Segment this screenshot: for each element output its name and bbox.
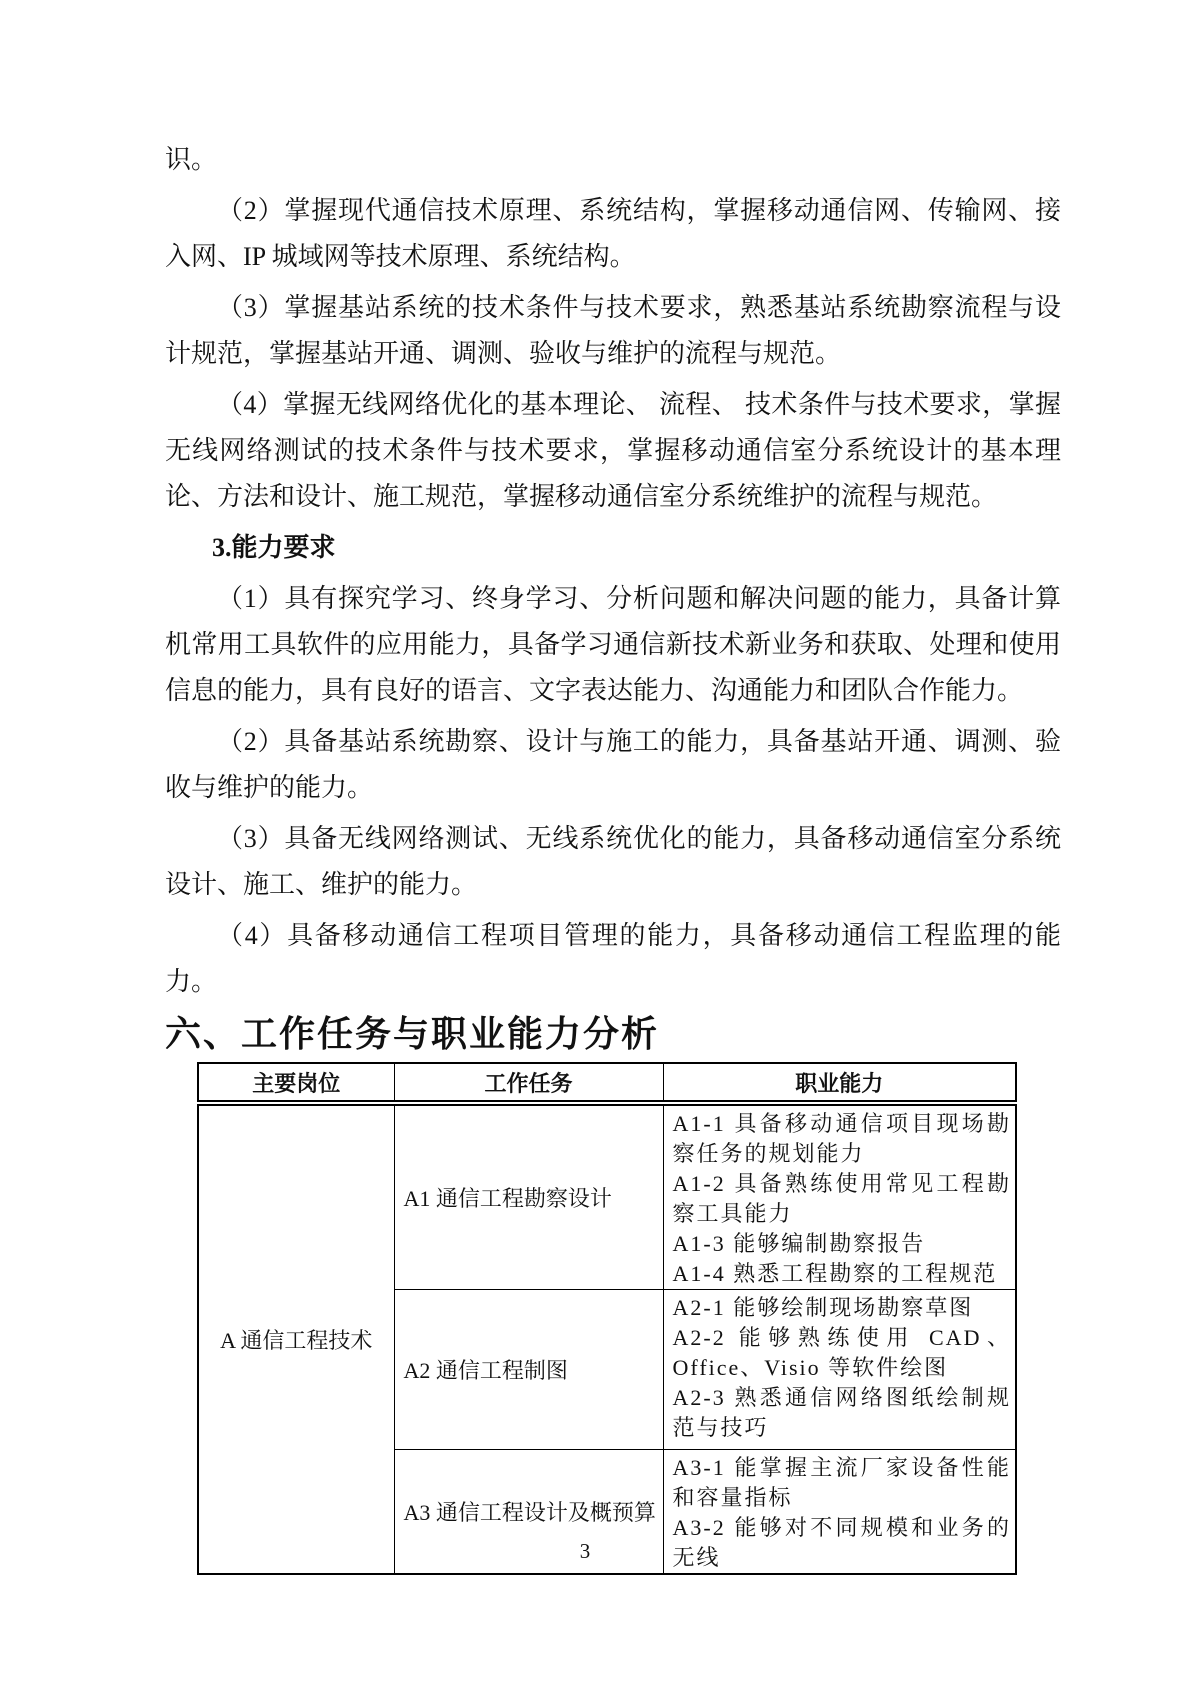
capability-requirements-heading: 3.能力要求 xyxy=(212,533,336,562)
ability-line: A2-3 熟悉通信网络图纸绘制规范与技巧 xyxy=(672,1385,1011,1440)
ability-line: A1-2 具备熟练使用常见工程勘察工具能力 xyxy=(672,1171,1011,1226)
document-body xyxy=(165,137,1061,1063)
knowledge-item-4: （4）掌握无线网络优化的基本理论、 流程、 技术条件与技术要求，掌握无线网络测试的技术条件与技术要求，掌握移动通信室分系统设计的基本理论、方法和设计、施工规范，掌握移动通信室分系统维护的流程与规范。 xyxy=(165,390,1061,511)
task-cell-a3: A3 通信工程设计及概预算 xyxy=(394,1450,663,1575)
ability-line: A1-3 能够编制勘察报告 xyxy=(672,1231,926,1256)
task-cell-a2: A2 通信工程制图 xyxy=(394,1290,663,1450)
task-capability-table xyxy=(197,1062,1017,1575)
ability-line: A3-1 能掌握主流厂家设备性能和容量指标 xyxy=(672,1455,1011,1510)
ability-line: A1-1 具备移动通信项目现场勘察任务的规划能力 xyxy=(672,1111,1011,1166)
header-work-task: 工作任务 xyxy=(394,1063,663,1103)
ability-line: A1-4 熟悉工程勘察的工程规范 xyxy=(672,1261,998,1286)
knowledge-item-2: （2）掌握现代通信技术原理、系统结构，掌握移动通信网、传输网、接入网、IP 城域网等技术原理、系统结构。 xyxy=(165,196,1061,271)
ability-cell-a1 xyxy=(663,1103,1016,1290)
section-heading: 六、工作任务与职业能力分析 xyxy=(165,1013,660,1054)
table-header-row xyxy=(198,1063,1016,1103)
page-number: 3 xyxy=(579,1539,591,1563)
table-row xyxy=(198,1103,1016,1290)
ability-line: A2-1 能够绘制现场勘察草图 xyxy=(672,1295,974,1320)
capability-item-1: （1）具有探究学习、终身学习、分析问题和解决问题的能力，具备计算机常用工具软件的应用能力，具备学习通信新技术新业务和获取、处理和使用信息的能力，具有良好的语言、文字表达能力、沟通能力和团队合作能力。 xyxy=(165,584,1061,705)
task-cell-a1: A1 通信工程勘察设计 xyxy=(394,1103,663,1290)
header-main-position: 主要岗位 xyxy=(198,1063,394,1103)
ability-line: A3-2 能够对不同规模和业务的无线 xyxy=(672,1515,1011,1570)
ability-line: A2-2 能够熟练使用 CAD、Office、Visio 等软件绘图 xyxy=(672,1325,1011,1380)
position-cell: A 通信工程技术 xyxy=(198,1103,394,1574)
ability-cell-a2 xyxy=(663,1290,1016,1450)
capability-item-3: （3）具备无线网络测试、无线系统优化的能力，具备移动通信室分系统设计、施工、维护的能力。 xyxy=(165,824,1061,899)
capability-item-4: （4）具备移动通信工程项目管理的能力，具备移动通信工程监理的能力。 xyxy=(165,921,1061,996)
knowledge-item-3: （3）掌握基站系统的技术条件与技术要求，熟悉基站系统勘察流程与设计规范，掌握基站开通、调测、验收与维护的流程与规范。 xyxy=(165,293,1061,368)
paragraph-continuation: 识。 xyxy=(165,145,218,174)
header-professional-ability: 职业能力 xyxy=(663,1063,1016,1103)
capability-item-2: （2）具备基站系统勘察、设计与施工的能力，具备基站开通、调测、验收与维护的能力。 xyxy=(165,727,1061,802)
